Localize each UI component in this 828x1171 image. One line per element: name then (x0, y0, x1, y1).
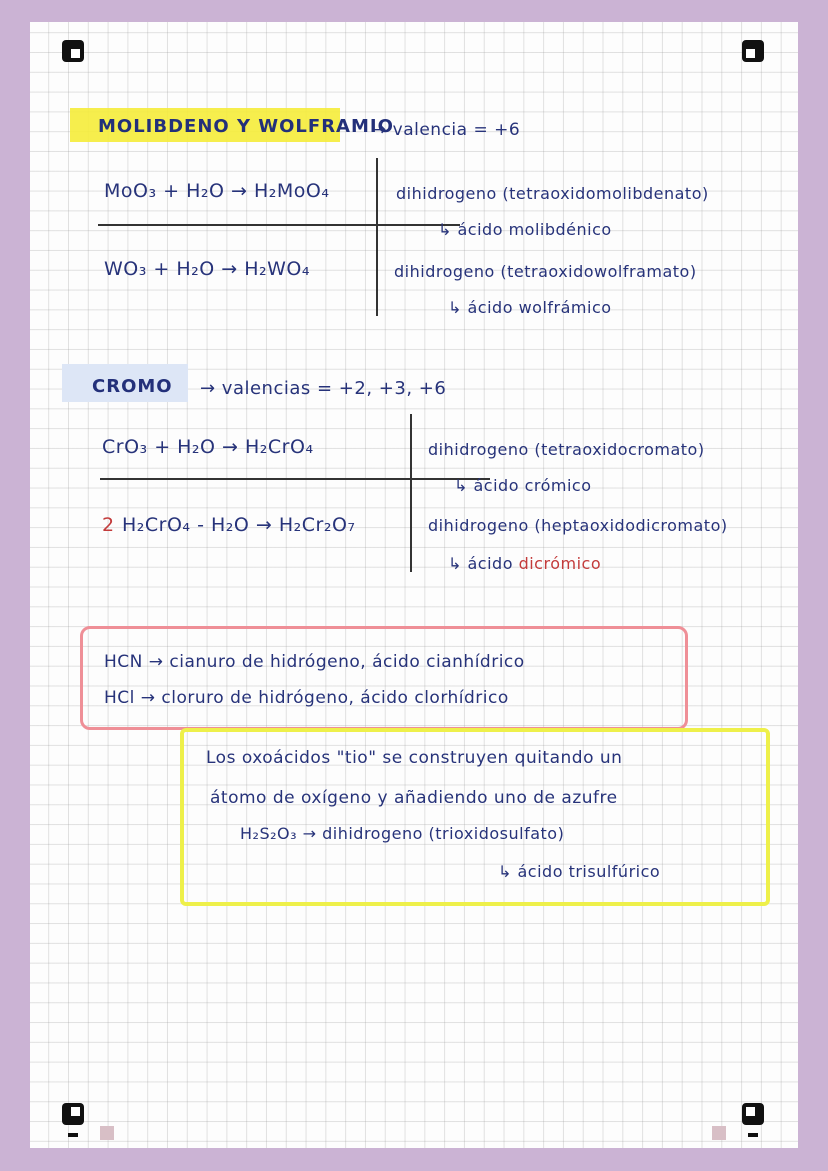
acid-cromico: ↳ ácido crómico (454, 476, 592, 495)
acid-dicromico-red: dicrómico (518, 554, 602, 573)
corner-marker-bottom-left (62, 1103, 84, 1125)
page-marker-left (100, 1126, 114, 1140)
table-vertical-divider (376, 158, 378, 316)
page-marker-right (712, 1126, 726, 1140)
name-wolframato: dihidrogeno (tetraoxidowolframato) (394, 262, 697, 281)
hydracid-box (80, 626, 688, 730)
corner-marker-bottom-right (742, 1103, 764, 1125)
cromo-vertical-divider (410, 414, 412, 572)
hcn-line: HCN → cianuro de hidrógeno, ácido cianhídrico (104, 652, 525, 672)
acid-dicromico (448, 554, 601, 573)
name-dicromato: dihidrogeno (heptaoxidodicromato) (428, 516, 728, 535)
equation-dicromato: H₂CrO₄ - H₂O → H₂Cr₂O₇ (122, 514, 356, 536)
corner-tick-right (748, 1133, 758, 1137)
acid-wolframico: ↳ ácido wolfrámico (448, 298, 612, 317)
acid-molibdenico: ↳ ácido molibdénico (438, 220, 612, 239)
cromo-horizontal-divider (100, 478, 490, 480)
equation-cro3: CrO₃ + H₂O → H₂CrO₄ (102, 436, 314, 458)
table-horizontal-divider (98, 224, 460, 226)
valencias-cromo: → valencias = +2, +3, +6 (200, 378, 447, 399)
corner-tick-left (68, 1133, 78, 1137)
tio-line-1: Los oxoácidos "tio" se construyen quitando un (206, 748, 623, 768)
hcl-line: HCl → cloruro de hidrógeno, ácido clorhídrico (104, 688, 509, 708)
equation-moo3: MoO₃ + H₂O → H₂MoO₄ (104, 180, 330, 202)
section-title-cromo: CROMO (92, 376, 173, 397)
name-cromato: dihidrogeno (tetraoxidocromato) (428, 440, 705, 459)
acid-dicromico-prefix: ↳ ácido (448, 554, 513, 573)
tio-line-3: H₂S₂O₃ → dihidrogeno (trioxidosulfato) (240, 824, 565, 843)
equation-wo3: WO₃ + H₂O → H₂WO₄ (104, 258, 310, 280)
tio-line-2: átomo de oxígeno y añadiendo uno de azufre (210, 788, 618, 808)
section-title-molibdeno: MOLIBDENO Y WOLFRAMIO (98, 116, 394, 137)
corner-marker-top-right (742, 40, 764, 62)
coefficient-two: 2 (102, 514, 115, 536)
corner-marker-top-left (62, 40, 84, 62)
valencia-molibdeno: → valencia = +6 (372, 120, 521, 140)
tio-line-4: ↳ ácido trisulfúrico (498, 862, 661, 881)
name-molibdenato: dihidrogeno (tetraoxidomolibdenato) (396, 184, 709, 203)
